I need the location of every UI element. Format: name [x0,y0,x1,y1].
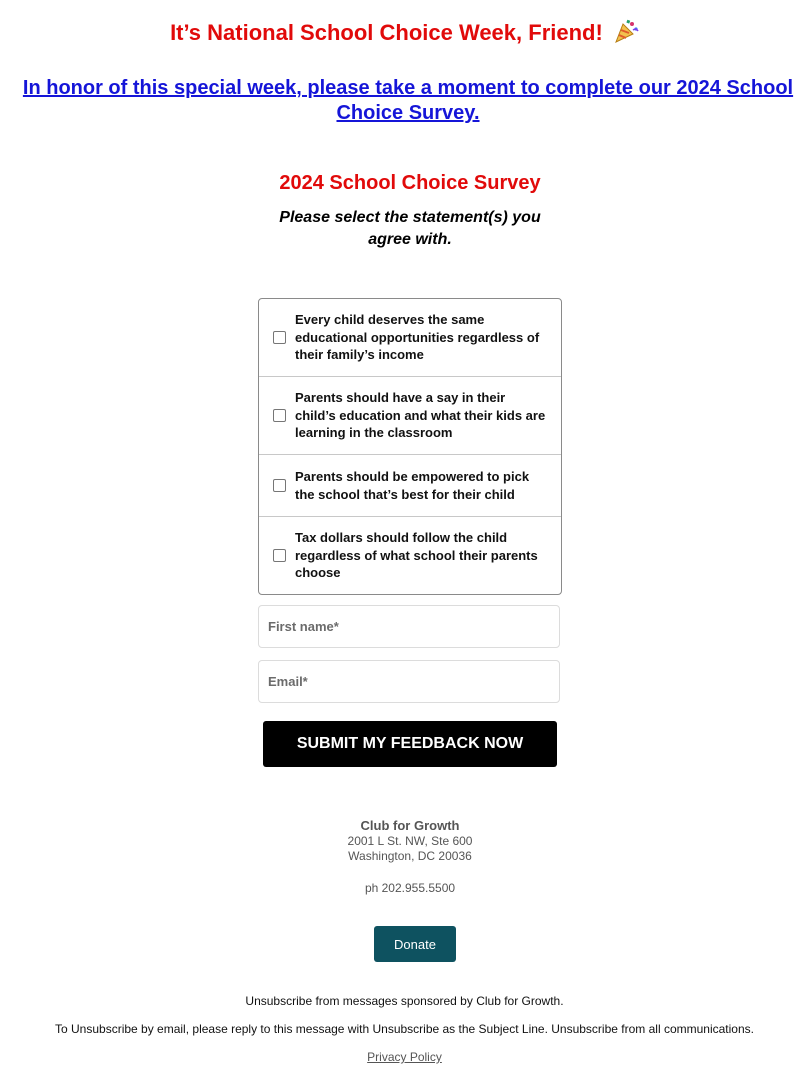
statement-option-1[interactable] [259,299,561,377]
statement-option-2[interactable] [259,377,561,455]
statement-option-3[interactable] [259,455,561,517]
submit-feedback-button[interactable]: SUBMIT MY FEEDBACK NOW [263,721,557,767]
unsubscribe-sponsored-text[interactable]: Unsubscribe from messages sponsored by Club for Growth. [245,994,564,1008]
donate-button[interactable]: Donate [374,926,456,962]
email-field-wrapper [258,660,560,703]
statement-option-4[interactable] [259,517,561,594]
org-name: Club for Growth [360,818,460,833]
privacy-policy-link[interactable]: Privacy Policy [367,1050,442,1064]
first-name-input[interactable] [259,606,559,647]
first-name-field-wrapper [258,605,560,648]
statement-checkbox-3[interactable] [273,479,286,492]
org-address-line1: 2001 L St. NW, Ste 600 [347,833,473,848]
statement-checkbox-4[interactable] [273,549,286,562]
survey-intro-link[interactable]: In honor of this special week, please take a moment to complete our 2024 School Choice Survey. [22,77,794,124]
org-phone: ph 202.955.5500 [364,881,456,895]
unsubscribe-email-text: To Unsubscribe by email, please reply to this message with Unsubscribe as the Subject Line. Unsubscribe from all communications. [55,1022,754,1036]
email-input[interactable] [259,661,559,702]
survey-title: 2024 School Choice Survey [279,172,541,194]
headline-text: It’s National School Choice Week, Friend! [170,20,603,45]
org-address-line2: Washington, DC 20036 [348,849,472,863]
statement-label-3: Parents should be empowered to pick the school that’s best for their child [295,469,530,502]
survey-instructions: Please select the statement(s) you agree with. [279,209,541,248]
statement-label-4: Tax dollars should follow the child regardless of what school their parents choose [295,530,538,581]
statement-label-1: Every child deserves the same educational opportunities regardless of their family’s income [295,312,540,363]
statement-checkbox-2[interactable] [273,409,286,422]
statement-checkbox-1[interactable] [273,331,286,344]
statement-label-2: Parents should have a say in their child’s education and what their kids are learning in the classroom [295,390,546,441]
statement-options [258,298,562,595]
party-popper-icon [613,18,639,50]
headline [0,18,809,50]
privacy-policy-row [0,1050,809,1064]
org-info [0,818,809,865]
